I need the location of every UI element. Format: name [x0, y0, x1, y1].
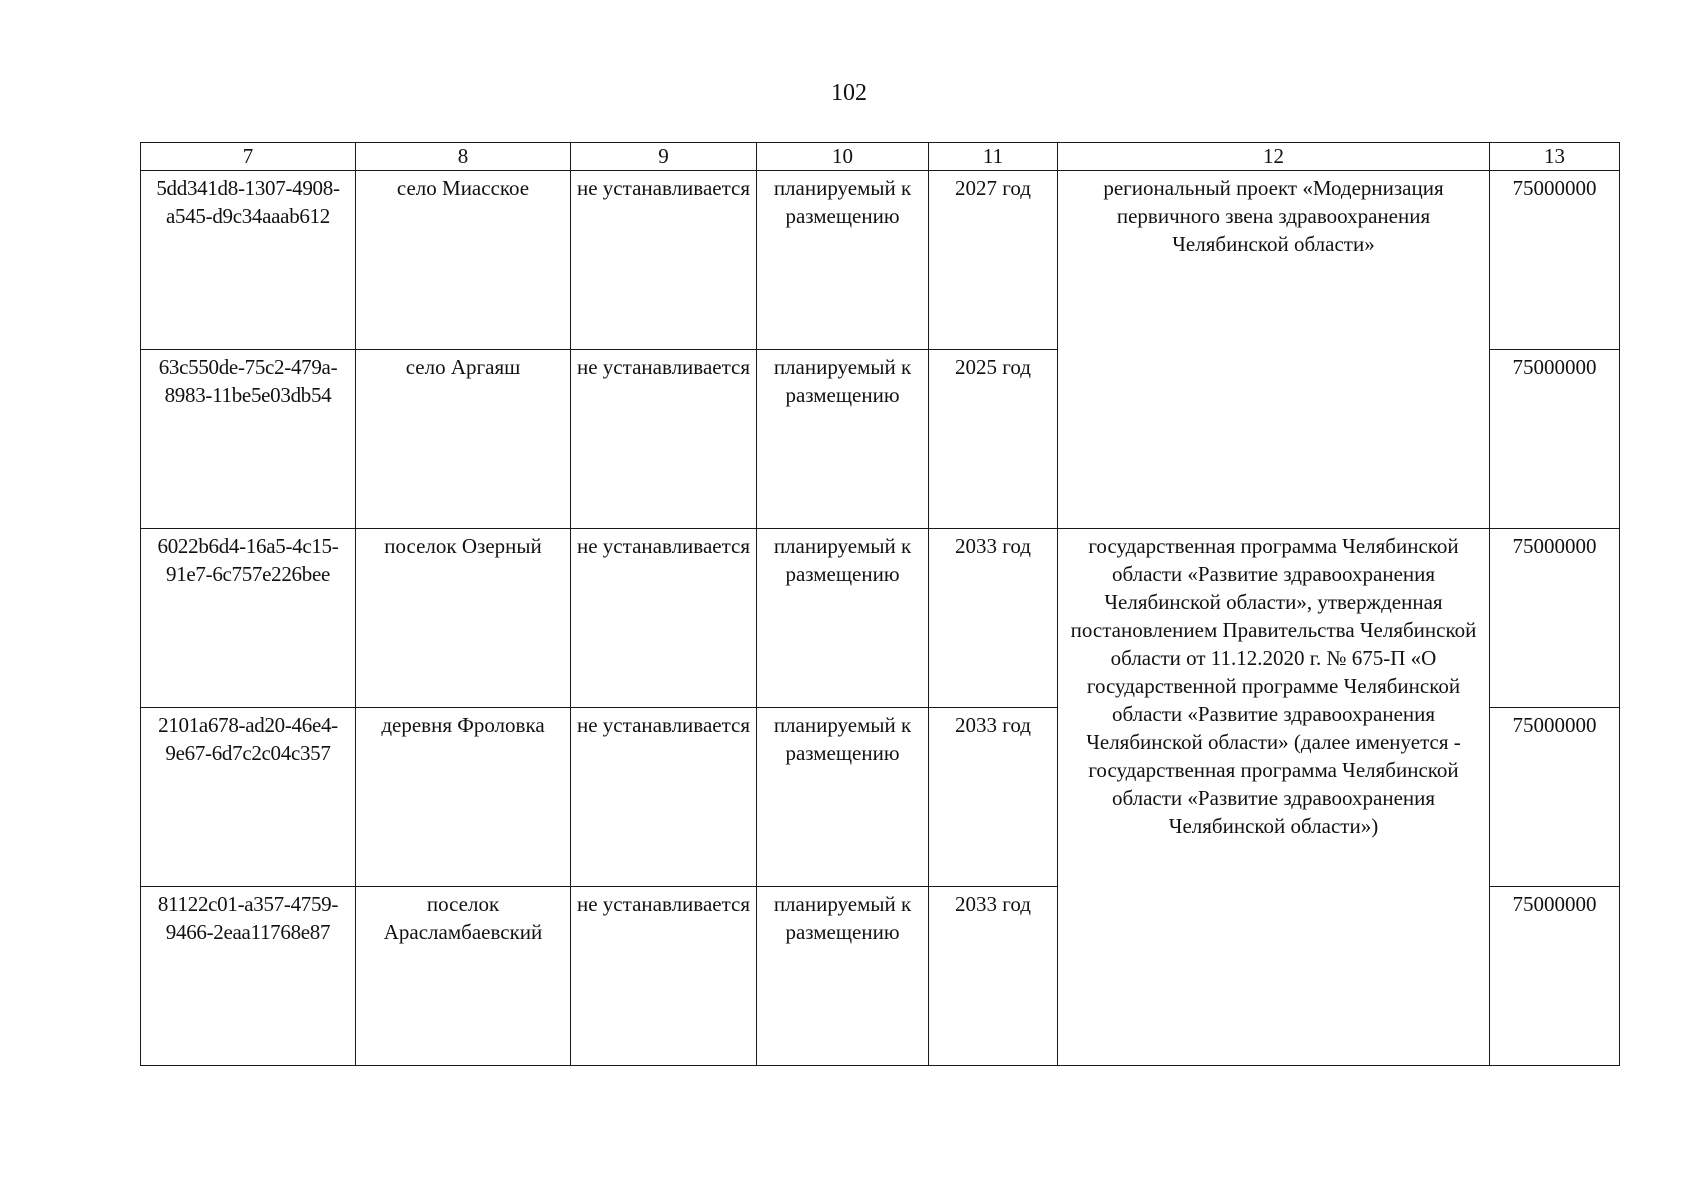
settlement-cell: поселок Араcламбаевский: [356, 887, 571, 1066]
header-col-9: 9: [571, 143, 757, 171]
header-row: [141, 143, 1620, 171]
status-10-cell: планируемый к размещению: [757, 171, 929, 350]
amount-cell: 75000000: [1490, 171, 1620, 350]
object-id-cell: 2101a678-ad20-46e4-9e67-6d7c2c04c357: [141, 708, 356, 887]
table-row: [141, 529, 1620, 708]
page-number: 102: [831, 80, 867, 106]
header-col-12: 12: [1058, 143, 1490, 171]
header-col-8: 8: [356, 143, 571, 171]
status-9-cell: не устанавливается: [571, 171, 757, 350]
program-cell-regional-project: региональный проект «Модернизация первичного звена здравоохранения Челябинской области»: [1058, 171, 1490, 529]
settlement-cell: село Аргаяш: [356, 350, 571, 529]
year-cell: 2033 год: [929, 529, 1058, 708]
amount-cell: 75000000: [1490, 350, 1620, 529]
header-col-10: 10: [757, 143, 929, 171]
year-cell: 2033 год: [929, 887, 1058, 1066]
amount-cell: 75000000: [1490, 887, 1620, 1066]
settlement-cell: село Миасское: [356, 171, 571, 350]
status-10-cell: планируемый к размещению: [757, 887, 929, 1066]
year-cell: 2025 год: [929, 350, 1058, 529]
program-cell-state-program: государственная программа Челябинской области «Развитие здравоохранения Челябинской области», утвержденная постановлением Правительства Челябинской области от 11.12.2020 г. № 675-П «О государственной программе Челябинской области «Развитие здравоохранения Челябинской области» (далее именуется - государственная программа Челябинской области «Развитие здравоохранения Челябинской области»): [1058, 529, 1490, 1066]
header-col-11: 11: [929, 143, 1058, 171]
status-9-cell: не устанавливается: [571, 350, 757, 529]
status-9-cell: не устанавливается: [571, 529, 757, 708]
status-9-cell: не устанавливается: [571, 708, 757, 887]
amount-cell: 75000000: [1490, 708, 1620, 887]
object-id-cell: 81122c01-a357-4759-9466-2eaa11768e87: [141, 887, 356, 1066]
year-cell: 2027 год: [929, 171, 1058, 350]
settlement-cell: деревня Фроловка: [356, 708, 571, 887]
header-col-7: 7: [141, 143, 356, 171]
data-table: [140, 142, 1620, 1066]
status-10-cell: планируемый к размещению: [757, 708, 929, 887]
status-10-cell: планируемый к размещению: [757, 350, 929, 529]
object-id-cell: 5dd341d8-1307-4908-a545-d9c34aaab612: [141, 171, 356, 350]
table-row: [141, 171, 1620, 350]
amount-cell: 75000000: [1490, 529, 1620, 708]
status-10-cell: планируемый к размещению: [757, 529, 929, 708]
object-id-cell: 6022b6d4-16a5-4c15-91e7-6c757e226bee: [141, 529, 356, 708]
year-cell: 2033 год: [929, 708, 1058, 887]
settlement-cell: поселок Озерный: [356, 529, 571, 708]
object-id-cell: 63c550de-75c2-479a-8983-11be5e03db54: [141, 350, 356, 529]
header-col-13: 13: [1490, 143, 1620, 171]
status-9-cell: не устанавливается: [571, 887, 757, 1066]
